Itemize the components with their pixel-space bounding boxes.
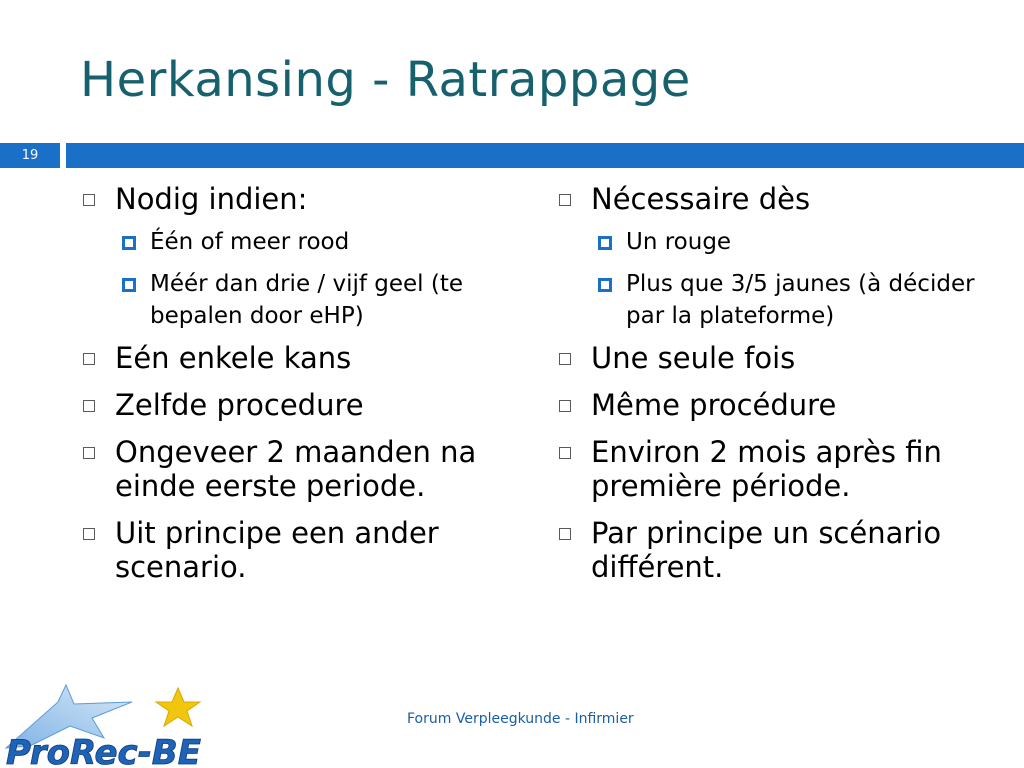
list-item: Eén enkele kans [80,341,530,375]
sub-list-item: Un rouge [591,226,1006,258]
title-divider-bar [66,143,1024,168]
sub-list-item: Één of meer rood [115,226,530,258]
sub-list-item: Plus que 3/5 jaunes (à décider par la plateforme) [591,268,1006,332]
list-item: Nodig indien: Één of meer rood Méér dan drie / vijf geel (te bepalen door eHP) [80,182,530,332]
square-bullet-icon [83,194,95,206]
logo-text: ProRec-BE [6,733,201,768]
square-bullet-icon [559,528,571,540]
list-item: Uit principe een ander scenario. [80,516,530,584]
filled-square-bullet-icon [598,278,612,292]
list-item: Nécessaire dès Un rouge Plus que 3/5 jaunes (à décider par la plateforme) [556,182,1006,332]
list-item: Ongeveer 2 maanden na einde eerste periode. [80,435,530,503]
slide-footer: Forum Verpleegkunde - Infirmier [407,711,634,727]
slide-title: Herkansing - Ratrappage [80,52,691,108]
filled-square-bullet-icon [122,278,136,292]
square-bullet-icon [83,447,95,459]
square-bullet-icon [559,353,571,365]
square-bullet-icon [83,400,95,412]
slide-number-badge [0,143,60,168]
square-bullet-icon [83,353,95,365]
list-item: Une seule fois [556,341,1006,375]
yellow-star-icon [156,688,200,726]
list-item: Par principe un scénario différent. [556,516,1006,584]
left-column [80,182,530,597]
slide-number: 19 [21,148,39,163]
prorec-be-logo [0,680,240,768]
filled-square-bullet-icon [122,236,136,250]
filled-square-bullet-icon [598,236,612,250]
right-column [556,182,1006,597]
list-item: Zelfde procedure [80,388,530,422]
square-bullet-icon [83,528,95,540]
sub-list-item: Méér dan drie / vijf geel (te bepalen door eHP) [115,268,530,332]
list-item: Environ 2 mois après fin première période. [556,435,1006,503]
list-item: Même procédure [556,388,1006,422]
square-bullet-icon [559,400,571,412]
square-bullet-icon [559,194,571,206]
square-bullet-icon [559,447,571,459]
